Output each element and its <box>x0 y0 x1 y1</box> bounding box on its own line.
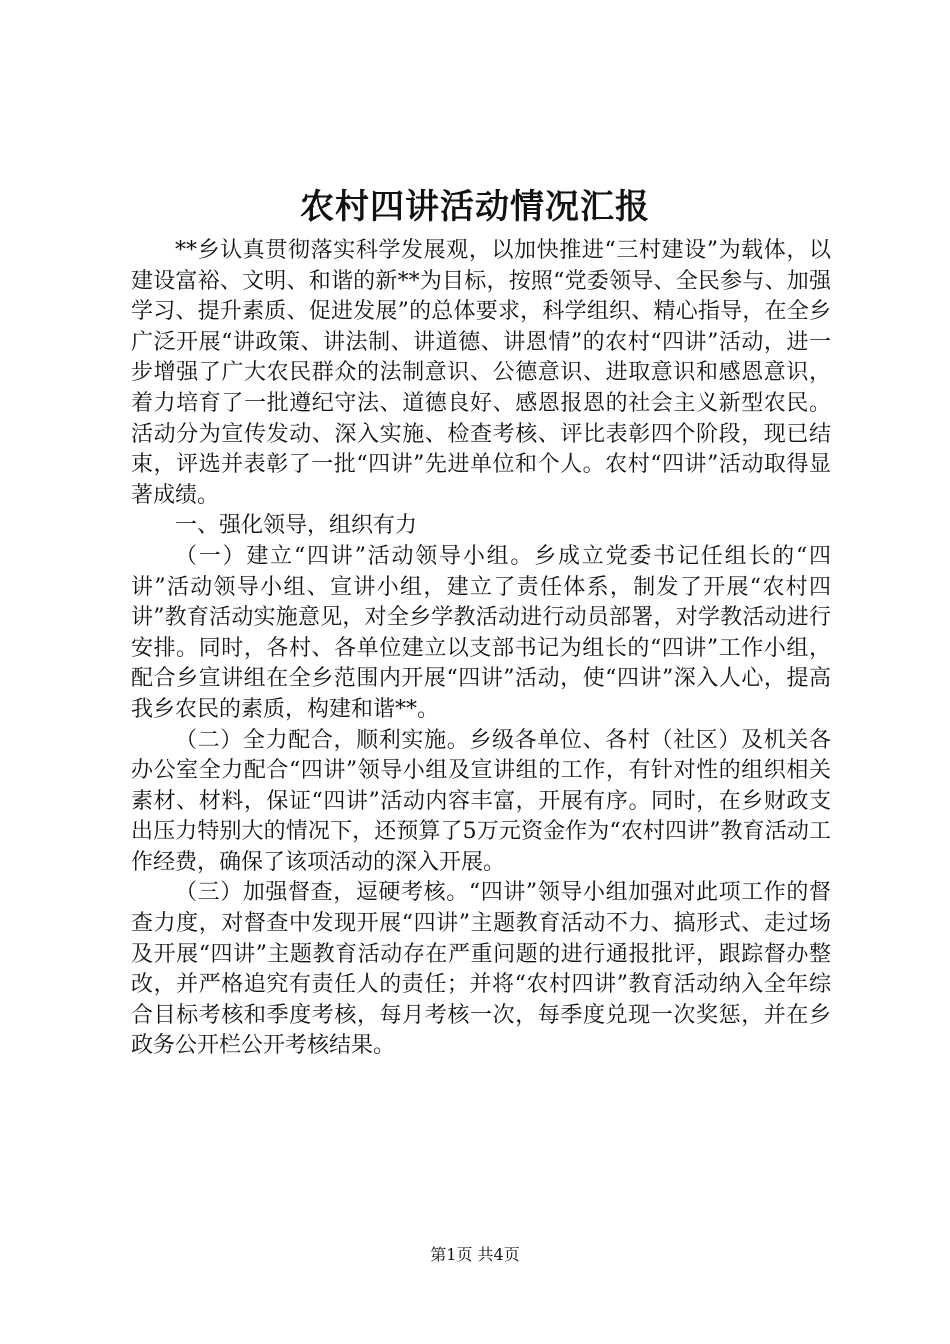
document-body <box>131 236 831 1062</box>
page-number-footer: 第1页 共4页 <box>430 1245 520 1264</box>
document-title: 农村四讲活动情况汇报 <box>300 187 650 227</box>
subsection-paragraph-3: （三）加强督查，逗硬考核。“四讲”领导小组加强对此项工作的督查力度，对督查中发现开展“四讲”主题教育活动不力、搞形式、走过场及开展“四讲”主题教育活动存在严重问题的进行通报批评，跟踪督办整改，并严格追究有责任人的责任；并将“农村四讲”教育活动纳入全年综合目标考核和季度考核，每月考核一次，每季度兑现一次奖惩，并在乡政务公开栏公开考核结果。 <box>131 880 831 1059</box>
subsection-paragraph-2: （二）全力配合，顺利实施。乡级各单位、各村（社区）及机关各办公室全力配合“四讲”领导小组及宣讲组的工作，有针对性的组织相关素材、材料，保证“四讲”活动内容丰富，开展有序。同时，在乡财政支出压力特别大的情况下，还预算了5万元资金作为“农村四讲”教育活动工作经费，确保了该项活动的深入开展。 <box>131 727 831 875</box>
section-heading: 一、强化领导，组织有力 <box>175 513 418 539</box>
intro-paragraph: **乡认真贯彻落实科学发展观，以加快推进“三村建设”为载体，以建设富裕、文明、和谐的新**为目标，按照“党委领导、全民参与、加强学习、提升素质、促进发展”的总体要求，科学组织、精心指导，在全乡广泛开展“讲政策、讲法制、讲道德、讲恩情”的农村“四讲”活动，进一步增强了广大农民群众的法制意识、公德意识、进取意识和感恩意识，着力培育了一批遵纪守法、道德良好、感恩报恩的社会主义新型农民。活动分为宣传发动、深入实施、检查考核、评比表彰四个阶段，现已结束，评选并表彰了一批“四讲”先进单位和个人。农村“四讲”活动取得显著成绩。 <box>131 238 831 508</box>
subsection-paragraph-1: （一）建立“四讲”活动领导小组。乡成立党委书记任组长的“四讲”活动领导小组、宣讲小组，建立了责任体系，制发了开展“农村四讲”教育活动实施意见，对全乡学教活动进行动员部署，对学教活动进行安排。同时，各村、各单位建立以支部书记为组长的“四讲”工作小组，配合乡宣讲组在全乡范围内开展“四讲”活动，使“四讲”深入人心，提高我乡农民的素质，构建和谐**。 <box>131 543 831 722</box>
